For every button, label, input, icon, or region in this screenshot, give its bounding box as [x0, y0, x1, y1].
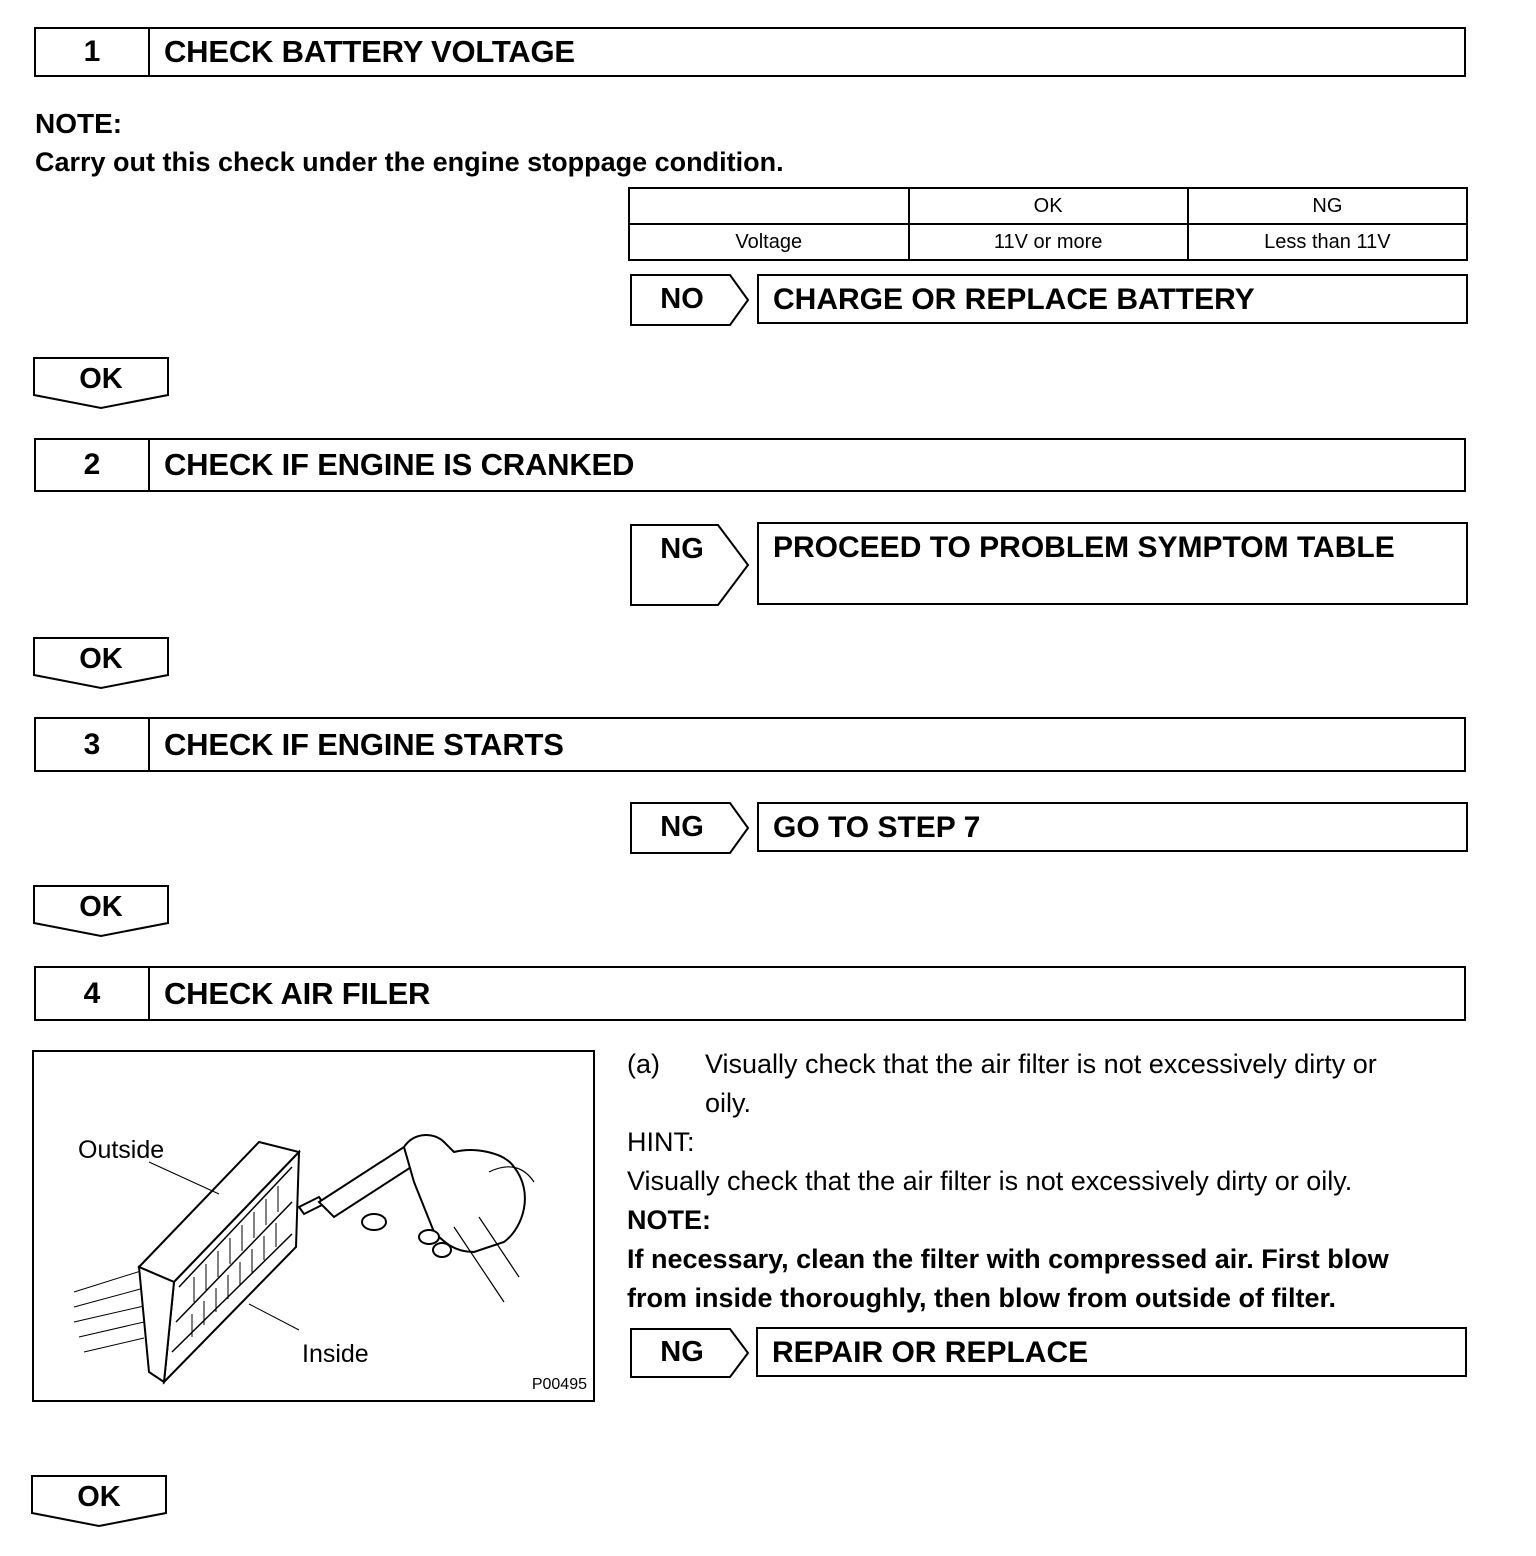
list-item — [627, 1045, 1389, 1084]
figure-label-outside: Outside — [78, 1136, 165, 1164]
ok-label: OK — [79, 891, 123, 923]
branch-tag-label: NG — [660, 1336, 704, 1368]
table-header-cell: OK — [909, 188, 1188, 224]
step-4-instructions — [627, 1045, 1389, 1318]
table-row — [629, 224, 1467, 260]
air-filter-illustration — [32, 1050, 595, 1402]
figure-label-inside: Inside — [302, 1340, 369, 1368]
branch-arrow-tag — [630, 1328, 748, 1378]
branch-action-box: CHARGE OR REPLACE BATTERY — [757, 274, 1468, 324]
step-2-header — [34, 438, 1466, 492]
figure-code: P00495 — [531, 1376, 587, 1393]
note-text: Carry out this check under the engine stoppage condition. — [35, 147, 784, 177]
hint-text: Visually check that the air filter is not excessively dirty or oily. — [627, 1166, 1353, 1196]
branch-tag-label: NO — [660, 283, 704, 315]
step-number: 4 — [36, 968, 150, 1019]
step-title: CHECK IF ENGINE STARTS — [164, 726, 564, 762]
step-3-ng-branch — [630, 802, 748, 854]
ok-label: OK — [79, 363, 123, 395]
item-text-continued: oily. — [705, 1088, 752, 1118]
table-header-cell: NG — [1188, 188, 1467, 224]
step-2-ng-branch — [630, 524, 748, 606]
step-number: 2 — [36, 440, 150, 490]
table-cell: 11V or more — [909, 224, 1188, 260]
note-text-line1: If necessary, clean the filter with compressed air. First blow — [627, 1244, 1389, 1274]
step-3-header — [34, 717, 1466, 772]
branch-arrow-tag — [630, 802, 748, 854]
branch-tag-label: NG — [660, 811, 704, 843]
step-number: 3 — [36, 719, 150, 770]
voltage-spec-table — [628, 187, 1468, 261]
ok-arrow-2 — [33, 637, 169, 689]
ok-arrow-3 — [33, 885, 169, 937]
hint-label: HINT: — [627, 1127, 695, 1157]
step-title: CHECK IF ENGINE IS CRANKED — [164, 447, 635, 482]
note-text-line2: from inside thoroughly, then blow from outside of filter. — [627, 1283, 1336, 1313]
ok-arrow-4 — [31, 1475, 167, 1527]
ok-label: OK — [77, 1481, 121, 1513]
step-title: CHECK AIR FILER — [164, 975, 431, 1011]
table-cell: Less than 11V — [1188, 224, 1467, 260]
item-text: Visually check that the air filter is not excessively dirty or — [705, 1049, 1377, 1079]
table-header-cell — [629, 188, 909, 224]
step-1-header — [34, 27, 1466, 77]
branch-action-box: PROCEED TO PROBLEM SYMPTOM TABLE — [757, 522, 1468, 605]
step-1-no-branch — [630, 274, 748, 326]
table-cell: Voltage — [629, 224, 909, 260]
branch-action-box: GO TO STEP 7 — [757, 802, 1468, 852]
step-4-ng-branch — [630, 1328, 748, 1378]
table-header-row — [629, 188, 1467, 224]
ok-arrow-1 — [33, 357, 169, 409]
note-label: NOTE: — [35, 108, 123, 139]
ok-label: OK — [79, 643, 123, 675]
branch-arrow-tag — [630, 524, 748, 606]
step-number: 1 — [36, 29, 150, 75]
branch-tag-label: NG — [660, 533, 704, 565]
note-label: NOTE: — [627, 1205, 711, 1235]
item-marker: (a) — [627, 1049, 660, 1079]
step-4-header — [34, 966, 1466, 1021]
step-title: CHECK BATTERY VOLTAGE — [164, 34, 575, 69]
branch-action-box: REPAIR OR REPLACE — [756, 1327, 1467, 1377]
branch-arrow-tag — [630, 274, 748, 326]
